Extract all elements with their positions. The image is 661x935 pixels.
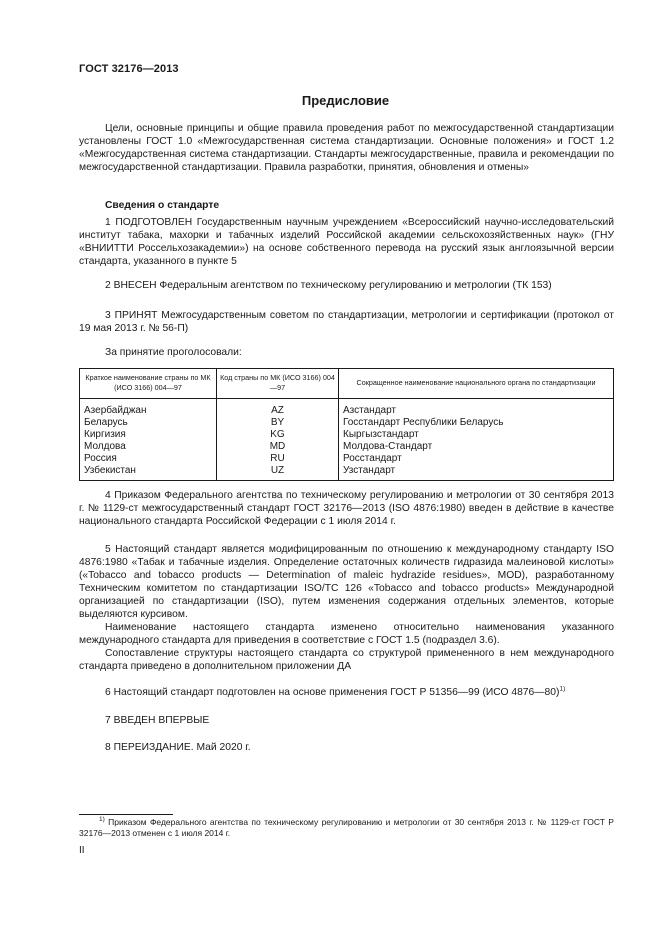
code-cell: UZ	[217, 465, 339, 481]
footnote-reference: 1)	[559, 685, 566, 693]
country-cell: Киргизия	[80, 429, 217, 441]
body-cell: Росстандарт	[339, 453, 614, 465]
header-code: Код страны по МК (ИСО 3166) 004—97	[217, 369, 339, 399]
header-national-body: Сокращенное наименование национального органа по стандартизации	[339, 369, 614, 399]
table-row	[80, 465, 614, 481]
country-cell: Азербайджан	[80, 399, 217, 418]
footnote	[79, 817, 614, 839]
voting-table	[79, 368, 614, 481]
code-cell: AZ	[217, 399, 339, 418]
page-number: II	[79, 845, 85, 856]
table-row	[80, 417, 614, 429]
table-row	[80, 429, 614, 441]
item-5-title-note: Наименование настоящего стандарта изменено относительно наименования указанного международного стандарта для приведения в соответствие с ГОСТ 1.5 (подраздел 3.6).	[79, 622, 614, 646]
item-5-structure-note: Сопоставление структуры настоящего стандарта со структурой примененного в нем международного стандарта приведено в дополнительном приложении ДА	[79, 648, 614, 672]
body-cell: Молдова-Стандарт	[339, 441, 614, 453]
item-2-paragraph: 2 ВНЕСЕН Федеральным агентством по техническому регулированию и метрологии (ТК 153)	[105, 280, 552, 291]
body-cell: Узстандарт	[339, 465, 614, 481]
footnote-text: Приказом Федерального агентства по техническому регулированию и метрологии от 30 сентября 2013 г. № 1129-ст ГОСТ Р 32176—2013 отменен с 1 июля 2014 г.	[79, 817, 614, 838]
item-6-paragraph	[79, 686, 614, 699]
voting-table-header	[80, 369, 614, 399]
standard-code-header: ГОСТ 32176—2013	[79, 63, 179, 75]
body-cell: Азстандарт	[339, 399, 614, 418]
table-row	[80, 399, 614, 418]
footnote-mark: 1)	[99, 816, 105, 824]
item-4-paragraph: 4 Приказом Федерального агентства по техническому регулированию и метрологии от 30 сентября 2013 г. № 1129-ст межгосударственный стандарт ГОСТ 32176—2013 (ISO 4876:1980) введен в действие в качестве национального стандарта Российской Федерации с 1 июля 2014 г.	[79, 490, 614, 527]
item-8-paragraph: 8 ПЕРЕИЗДАНИЕ. Май 2020 г.	[105, 742, 251, 753]
country-cell: Россия	[80, 453, 217, 465]
header-country: Краткое наименование страны по МК (ИСО 3166) 004—97	[80, 369, 217, 399]
code-cell: MD	[217, 441, 339, 453]
vote-intro: За принятие проголосовали:	[105, 347, 242, 358]
item-3-paragraph: 3 ПРИНЯТ Межгосударственным советом по стандартизации, метрологии и сертификации (протокол от 19 мая 2013 г. № 56-П)	[79, 310, 614, 334]
intro-paragraph: Цели, основные принципы и общие правила проведения работ по межгосударственной стандартизации установлены ГОСТ 1.0 «Межгосударственная система стандартизации. Основные положения» и ГОСТ 1.2 «Межгосударственная система стандартизации. Стандарты межгосударственные, правила и рекомендации по межгосударственной стандартизации. Правила разработки, принятия, обновления и отмены»	[79, 123, 614, 173]
item-1-paragraph: 1 ПОДГОТОВЛЕН Государственным научным учреждением «Всероссийский научно-исследовательский институт табака, махорки и табачных изделий Российской академии сельскохозяйственных наук» (ГНУ «ВНИИТТИ Россельхозакадемии») на основе собственного перевода на русский язык англоязычной версии стандарта, указанного в пункте 5	[79, 217, 614, 267]
body-cell: Кыргызстандарт	[339, 429, 614, 441]
section-title: Сведения о стандарте	[105, 200, 220, 211]
body-cell: Госстандарт Республики Беларусь	[339, 417, 614, 429]
code-cell: BY	[217, 417, 339, 429]
country-cell: Беларусь	[80, 417, 217, 429]
table-row	[80, 441, 614, 453]
code-cell: KG	[217, 429, 339, 441]
country-cell: Узбекистан	[80, 465, 217, 481]
table-row	[80, 453, 614, 465]
item-6-text: 6 Настоящий стандарт подготовлен на основе применения ГОСТ Р 51356—99 (ИСО 4876—80)	[105, 687, 560, 698]
country-cell: Молдова	[80, 441, 217, 453]
item-5-paragraph: 5 Настоящий стандарт является модифицированным по отношению к международному стандарту ISO 4876:1980 «Табак и табачные изделия. Определение остаточных количеств гидразида малеиновой кислоты» («Tobacco and tobacco products — Determination of maleic hydrazide residues», MOD), разработанному Техническим комитетом по стандартизации ISO/TC 126 «Tobacco and tobacco products» Международной организацией по стандартизации (ISO), путем изменения содержания отдельных элементов, которые выделяются курсивом.	[79, 544, 614, 620]
footnote-divider	[79, 814, 173, 815]
item-7-paragraph: 7 ВВЕДЕН ВПЕРВЫЕ	[105, 715, 210, 726]
code-cell: RU	[217, 453, 339, 465]
page-title: Предисловие	[301, 93, 390, 108]
